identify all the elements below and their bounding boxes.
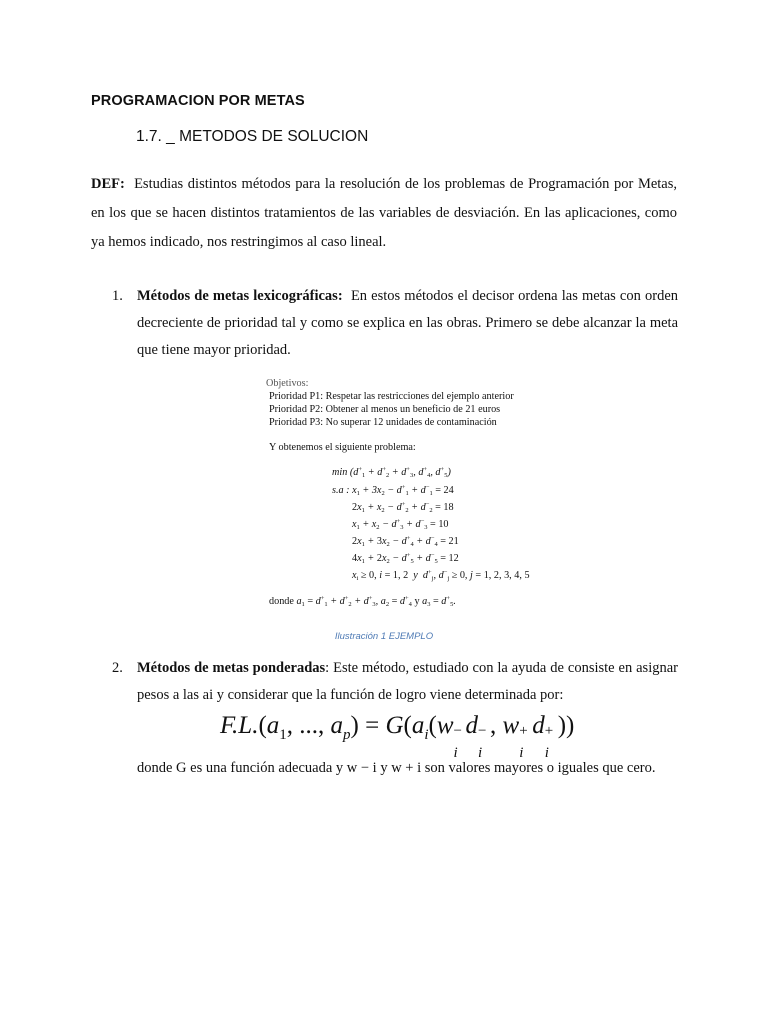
document-title: PROGRAMACION POR METAS (91, 93, 305, 109)
figure-cut-line: Objetivos: (266, 378, 309, 389)
section-heading: 1.7. _ METODOS DE SOLUCION (136, 128, 369, 145)
formula-explanation: donde G es una función adecuada y w − i y w + i son valores mayores o iguales que cero. (137, 760, 656, 776)
definition-label: DEF: (91, 176, 125, 192)
figure-footnote-equation: donde a1 = d+1 + d+2 + d+3, a2 = d+4 y a3 = d+5. (269, 595, 456, 608)
list-item-text: En estos métodos el decisor ordena las metas con orden decreciente de prioridad tal y como se explica en las obras. Primero se debe alcanzar la meta que tiene mayor prioridad. (137, 288, 679, 358)
constraint-equation: 2x1 + x2 − d+2 + d−2 = 18 (352, 501, 454, 514)
achievement-function-formula: $F.L.(a_1$, ..., $a_p) = G(a_i(w$ − i d − i , w + i d + i )) (220, 712, 575, 761)
constraint-equation: x1 + x2 − d+3 + d−3 = 10 (352, 518, 449, 531)
list-item-title: Métodos de metas ponderadas (137, 660, 326, 676)
definition-paragraph (91, 170, 677, 257)
constraint-equation: 4x1 + 2x2 − d+5 + d−5 = 12 (352, 552, 459, 565)
objective-equation: min (d+1 + d+2 + d+3, d+4, d+5) (332, 466, 451, 479)
figure-intro: Y obtenemos el siguiente problema: (269, 442, 416, 453)
list-item-title: Métodos de metas lexicográficas: (137, 288, 343, 304)
list-item-number: 1. (112, 288, 123, 304)
constraint-equation: s.a : x1 + 3x2 − d+1 + d−1 = 24 (332, 484, 454, 497)
list-item (112, 655, 678, 709)
list-item (112, 283, 678, 364)
figure-caption: Ilustración 1 EJEMPLO (334, 631, 434, 642)
definition-text: Estudias distintos métodos para la resolución de los problemas de Programación por Metas, en los que se hacen distintos tratamientos de las variables de desviación. En las aplicaciones, como ya hemos indicado, nos restringimos al caso lineal. (91, 176, 678, 250)
list-item-number: 2. (112, 660, 123, 676)
constraint-equation: 2x1 + 3x2 − d+4 + d−4 = 21 (352, 535, 459, 548)
nonnegativity-equation: xi ≥ 0, i = 1, 2 y d+j, d−j ≥ 0, j = 1, 2, 3, 4, 5 (352, 569, 530, 582)
figure-priority-line: Prioridad P2: Obtener al menos un beneficio de 21 euros (269, 404, 501, 415)
list-item-text: : Este método, estudiado con la ayuda de consiste en asignar pesos a las ai y considerar que la función de logro viene determinada por: (137, 660, 678, 703)
example-figure (266, 378, 542, 608)
figure-priority-line: Prioridad P1: Respetar las restricciones del ejemplo anterior (269, 391, 514, 402)
figure-priority-line: Prioridad P3: No superar 12 unidades de contaminación (269, 417, 497, 428)
